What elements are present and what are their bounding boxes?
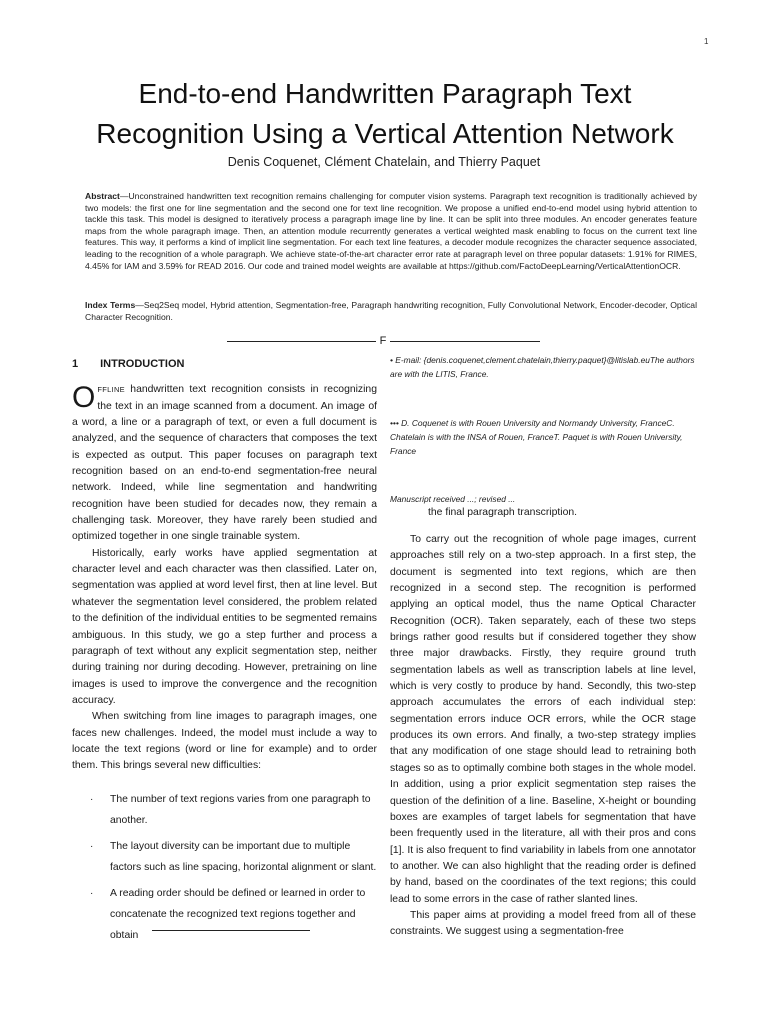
continuation-line: the final paragraph transcription. bbox=[428, 507, 578, 518]
list-item: · A reading order should be defined or learned in order to concatenate the recognized text regions together and obtain bbox=[72, 883, 377, 946]
list-item: · The layout diversity can be important due to multiple factors such as line spacing, horizontal alignment or slant. bbox=[72, 836, 377, 878]
title-line-2: Recognition Using a Vertical Attention Network bbox=[96, 118, 674, 149]
small-caps-word: FFLINE bbox=[97, 385, 125, 395]
divider-mark: F bbox=[379, 335, 387, 347]
divider-left bbox=[227, 341, 376, 342]
drop-cap: O bbox=[72, 381, 96, 415]
intro-paragraph-2: Historically, early works have applied segmentation at character level and each character was then classified. Later on, segmentation was applied at word level first, then at line level. But whatever the segmentation level considered, the problem related to the definition of the individual entities to be segmented remains ambiguous. In this study, we go a step further and process a paragraph of text without any explicit segmentation step, neither during training nor during decoding. However, pretraining on line images is used to improve the convergence and the recognition accuracy. bbox=[72, 547, 377, 706]
abstract-text: —Unconstrained handwritten text recognition remains challenging for computer vision systems. Paragraph text recognition is traditionally achieved by two models: the first one for line segmentation and the second one for text line recognition. We propose a unified end-to-end model using hybrid attention to tackle this task. This model is designed to iteratively process a paragraph image line by line. It can be split into three modules. An encoder generates feature maps from the whole paragraph image. Then, an attention module recurrently generates a vertical weighted mask enabling to focus on the current text line features. This way, it performs a kind of implicit line segmentation. For each text line features, a decoder module recognizes the character sequence associated, leading to the recognition of a whole paragraph. We achieve state-of-the-art character error rate at paragraph level on three popular datasets: 1.91% for RIMES, 4.45% for IAM and 3.59% for READ 2016. Our code and trained model weights are available at https://github.com/FactoDeepLearning/VerticalAttentionOCR. bbox=[85, 191, 697, 271]
index-terms bbox=[85, 300, 697, 323]
section-number: 1 bbox=[72, 358, 79, 370]
footnote-email: • E-mail: {denis.coquenet,clement.chatelain,thierry.paquet}@litislab.euThe authors are with the LITIS, France. bbox=[390, 355, 695, 379]
title-line-1: End-to-end Handwritten Paragraph Text bbox=[138, 78, 632, 109]
abstract bbox=[85, 191, 697, 272]
right-column bbox=[390, 532, 696, 941]
bullet-icon: · bbox=[90, 793, 94, 805]
difficulty-list bbox=[72, 789, 377, 946]
intro-paragraph-3: When switching from line images to paragraph images, one faces new challenges. Indeed, the model must include a way to locate the text regions (word or line for example) and to order them. This brings several new difficulties: bbox=[72, 711, 377, 772]
index-terms-text: —Seq2Seq model, Hybrid attention, Segmentation-free, Paragraph handwriting recognition, Fully Convolutional Network, Encoder-decoder, Optical Character Recognition. bbox=[85, 300, 697, 322]
section-title: INTRODUCTION bbox=[100, 358, 185, 370]
index-terms-label: Index Terms bbox=[85, 300, 136, 310]
footnote-manuscript: Manuscript received ...; revised ... bbox=[390, 494, 516, 504]
right-paragraph-1: To carry out the recognition of whole page images, current approaches still rely on a two-step approach. In a first step, the document is segmented into text regions, which are then recognized in a second step. The recognition is performed applying an optical model, thus the name Optical Character Recognition (OCR). Taken separately, each of these two steps brings rather good results but if considered together they show three major drawbacks. Firstly, they require ground truth segmentation labels as well as transcription labels at line level, which is very costly to produce by hand. Secondly, this two-step approach accumulates the errors of each individual step: segmentation errors induce OCR errors, while the OCR stage produces its own errors. And finally, a two-step strategy implies that any modification of one stage should lead to retraining both stages so as to optimally combine both stages in the whole model. In addition, using a prior explicit segmentation step raises the question of the definition of a line. Baseline, X-height or bounding boxes are examples of target labels for segmentation that have been frequently used in the literature, all with their pros and cons [1]. It is also frequent to find variability in labels from one annotator to another. We can also highlight that the reading order is defined by hand, based on the coordinates of the text regions; this could lead to some errors in the case of rather slanted lines. bbox=[390, 534, 696, 905]
left-column bbox=[72, 356, 377, 951]
paper-title bbox=[60, 74, 710, 154]
list-item: · The number of text regions varies from one paragraph to another. bbox=[72, 789, 377, 831]
right-paragraph-2: This paper aims at providing a model freed from all of these constraints. We suggest using a segmentation-free bbox=[390, 909, 696, 938]
intro-paragraph-1 bbox=[72, 382, 377, 545]
divider-right bbox=[390, 341, 540, 342]
intro-paragraph-1-text: handwritten text recognition consists in recognizing the text in an image scanned from a document. An image of a word, a line or a paragraph of text, or even a full document is analyzed, and the sequence of characters that composes the text is expected as output. This paper focuses on paragraph text recognition based on an end-to-end segmentation-free neural network. Indeed, while line segmentation and handwriting recognition have been studied for decades now, they remain a challenging task. Moreover, they have rarely been studied and optimized together in one single trainable system. bbox=[72, 384, 377, 543]
footnote-affiliation: ••• D. Coquenet is with Rouen University and Normandy University, FranceC. Chatelain is with the INSA of Rouen, FranceT. Paquet is with Rouen University, France bbox=[390, 418, 683, 456]
bullet-icon: · bbox=[90, 887, 94, 899]
page-number: 1 bbox=[704, 37, 709, 46]
abstract-label: Abstract bbox=[85, 191, 120, 201]
author-list: Denis Coquenet, Clément Chatelain, and Thierry Paquet bbox=[227, 155, 541, 169]
footnote-rule bbox=[152, 930, 310, 931]
bullet-icon: · bbox=[90, 840, 94, 852]
section-heading bbox=[72, 356, 377, 372]
